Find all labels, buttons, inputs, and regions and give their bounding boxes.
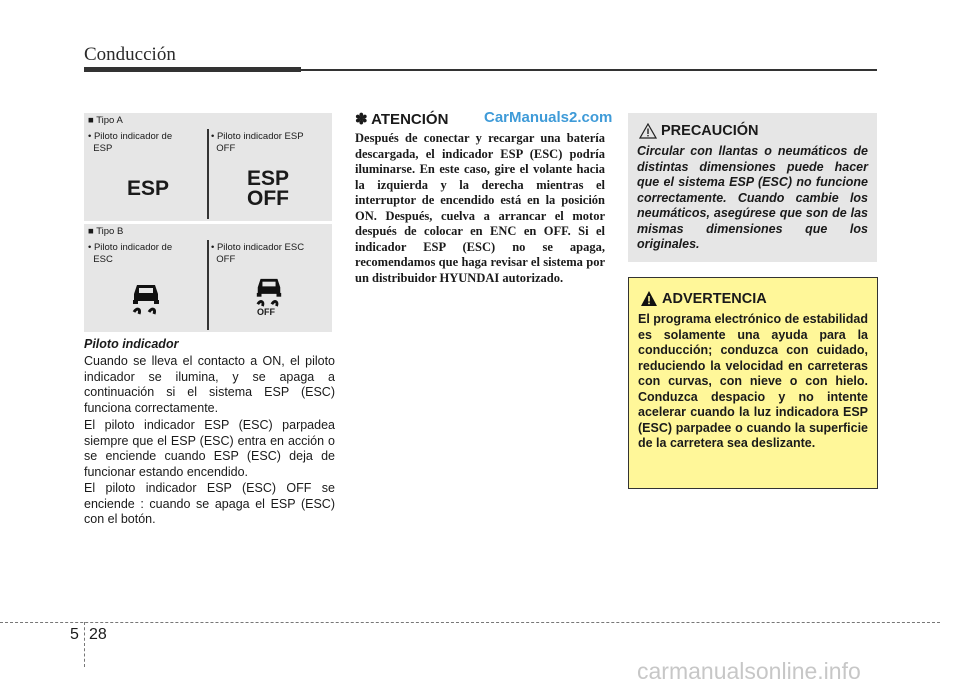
tipo-b-panel [84, 224, 332, 332]
esp-symbol: ESP [127, 177, 170, 200]
piloto-paragraph: El piloto indicador ESP (ESC) OFF se enciende : cuando se apaga el ESP (ESC) con el botón. [84, 481, 335, 526]
esc-off-indicator-caption: • Piloto indicador ESC OFF [211, 242, 305, 265]
warning-triangle-outline-icon [639, 123, 657, 139]
watermark-carmanualsonline[interactable]: carmanualsonline.info [637, 658, 861, 684]
advertencia-text: El programa electrónico de estabilidad es solamente una ayuda para la conducción; conduzca con cuidado, reduciendo la velocidad en carreteras con curvas, con nieve o con hielo. Conduzca despacio y no intente acelerar cuando la luz indicadora ESP (ESC) parpadee o cuando la superficie de la carretera sea deslizante. [638, 312, 868, 450]
chapter-number: 5 [70, 626, 79, 643]
atencion-body: Después de conectar y recargar una batería descargada, el indicador ESP (ESC) podría iluminarse. En este caso, gire el volante hacia la izquierda y la derecha mientras el interruptor de encendido está en la posición ON. Después, cuelva a arrancar el motor después de colocar en ENC en OFF. Si el indicador ESP (ESC) no se apaga, recomendamos que haga revisar el sistema por un distribuidor HYUNDAI autorizado. [355, 131, 605, 285]
footer-rule [0, 622, 940, 623]
piloto-paragraph: El piloto indicador ESP (ESC) parpadea siempre que el ESP (ESC) entra en acción o se enciende cuando ESP (ESC) deja de funcionar estando encendido. [84, 418, 335, 479]
panel-divider [207, 129, 209, 219]
esp-off-symbol-line1: ESP [247, 167, 290, 190]
esc-indicator-caption: • Piloto indicador de ESC [88, 242, 173, 265]
precaucion-box [628, 113, 877, 262]
tipo-a-panel [84, 113, 332, 221]
precaucion-title: PRECAUCIÓN [661, 123, 759, 139]
header-rule-thick [84, 67, 301, 72]
esp-off-indicator-caption: • Piloto indicador ESP OFF [211, 131, 304, 154]
piloto-heading: Piloto indicador [84, 337, 179, 351]
header-rule-thin [301, 69, 877, 71]
skidding-car-icon [130, 282, 162, 316]
atencion-heading: ✽ ATENCIÓN [355, 111, 449, 128]
warning-triangle-filled-icon [640, 290, 658, 307]
page-number: 28 [89, 626, 107, 643]
advertencia-box [628, 277, 878, 489]
panel-divider [207, 240, 209, 330]
piloto-paragraph: Cuando se lleva el contacto a ON, el piloto indicador se ilumina, y se apaga a continuación si el sistema ESP (ESC) funciona correctamente. [84, 354, 335, 415]
esc-off-icon-label: OFF [257, 307, 275, 317]
tipo-a-label: ■ Tipo A [88, 115, 123, 126]
esp-indicator-caption: • Piloto indicador de ESP [88, 131, 173, 154]
skidding-car-off-icon [254, 276, 284, 320]
watermark-carmanuals2[interactable]: CarManuals2.com [484, 109, 613, 126]
advertencia-title: ADVERTENCIA [662, 291, 767, 307]
page-header-title: Conducción [84, 44, 176, 65]
precaucion-text: Circular con llantas o neumáticos de distintas dimensiones puede hacer que el sistema ESP (ESC) no funcione correctamente. Cuando cambie los neumáticos, asegúrese que son de las mismas dimensiones que los originales. [637, 144, 868, 251]
tipo-b-label: ■ Tipo B [88, 226, 124, 237]
esp-off-symbol-line2: OFF [247, 187, 289, 210]
footer-vertical-rule [84, 622, 85, 667]
